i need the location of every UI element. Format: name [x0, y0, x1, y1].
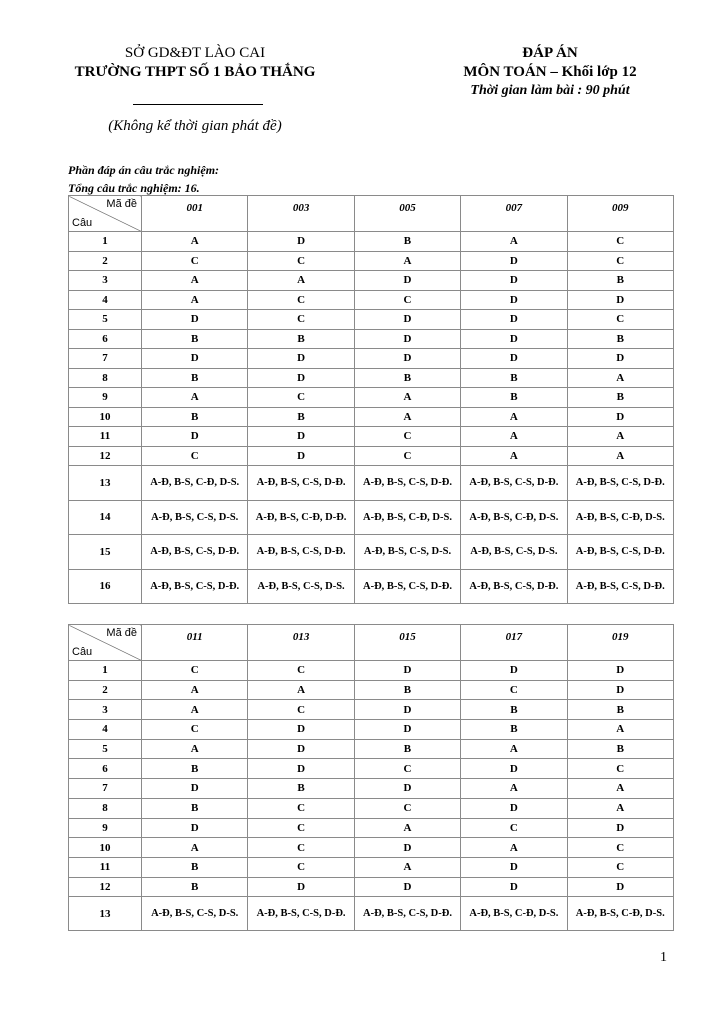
- answer-cell: C: [142, 251, 248, 271]
- question-number: 13: [69, 897, 142, 931]
- table-row: [69, 700, 674, 720]
- question-number: 16: [69, 569, 142, 604]
- answer-cell: C: [567, 232, 673, 252]
- answer-cell: D: [567, 680, 673, 700]
- answer-cell: D: [461, 251, 567, 271]
- question-number: 13: [69, 466, 142, 501]
- question-number: 12: [69, 446, 142, 466]
- answer-cell: A: [461, 446, 567, 466]
- answer-cell: A-Đ, B-S, C-Đ, D-S.: [354, 500, 460, 535]
- answer-cell: B: [142, 329, 248, 349]
- answer-cell: A: [567, 798, 673, 818]
- question-number: 10: [69, 838, 142, 858]
- answer-cell: D: [461, 857, 567, 877]
- answer-cell: A-Đ, B-S, C-Đ, D-S.: [461, 897, 567, 931]
- answer-cell: A-Đ, B-S, C-S, D-S.: [248, 569, 354, 604]
- answer-cell: B: [461, 700, 567, 720]
- exam-code-header: 001: [142, 196, 248, 232]
- answer-cell: D: [461, 759, 567, 779]
- answer-cell: A-Đ, B-S, C-S, D-Đ.: [248, 466, 354, 501]
- answer-cell: A: [354, 818, 460, 838]
- answer-cell: B: [142, 407, 248, 427]
- answer-cell: A: [354, 857, 460, 877]
- exam-code-header: 003: [248, 196, 354, 232]
- answer-cell: B: [142, 759, 248, 779]
- answer-cell: A: [354, 388, 460, 408]
- table-row: [69, 271, 674, 291]
- answer-cell: B: [142, 877, 248, 897]
- header-corner-cell: [69, 625, 142, 661]
- table-row: [69, 427, 674, 447]
- question-number: 1: [69, 661, 142, 681]
- question-number: 6: [69, 759, 142, 779]
- exam-code-header: 017: [461, 625, 567, 661]
- answer-cell: A: [567, 779, 673, 799]
- table-row: [69, 290, 674, 310]
- exam-code-header: 009: [567, 196, 673, 232]
- table-row: [69, 535, 674, 570]
- answer-cell: B: [142, 857, 248, 877]
- question-number: 11: [69, 857, 142, 877]
- table-row: [69, 661, 674, 681]
- department-name: SỞ GD&ĐT LÀO CAI: [124, 45, 266, 61]
- answer-cell: D: [567, 290, 673, 310]
- answer-cell: B: [354, 368, 460, 388]
- code-label: Mã đề: [106, 627, 137, 639]
- table-row: [69, 407, 674, 427]
- answer-cell: A: [142, 271, 248, 291]
- answer-cell: A: [461, 232, 567, 252]
- answer-cell: A-Đ, B-S, C-Đ, D-S.: [567, 897, 673, 931]
- answer-cell: C: [248, 661, 354, 681]
- answer-cell: B: [567, 388, 673, 408]
- answer-cell: D: [461, 661, 567, 681]
- table-row: [69, 500, 674, 535]
- table-row: [69, 251, 674, 271]
- answer-cell: D: [142, 818, 248, 838]
- code-label: Mã đề: [106, 198, 137, 210]
- table-row: [69, 680, 674, 700]
- answer-cell: A-Đ, B-S, C-S, D-S.: [354, 535, 460, 570]
- time-note: (Không kể thời gian phát đề): [108, 118, 282, 134]
- answer-cell: D: [248, 349, 354, 369]
- question-number: 2: [69, 251, 142, 271]
- answer-cell: A-Đ, B-S, C-S, D-Đ.: [567, 569, 673, 604]
- answer-cell: C: [248, 290, 354, 310]
- answer-cell: C: [142, 720, 248, 740]
- answer-cell: A: [142, 388, 248, 408]
- answer-cell: D: [248, 720, 354, 740]
- answer-cell: B: [461, 368, 567, 388]
- answer-table-1: [68, 195, 674, 604]
- table-row: [69, 329, 674, 349]
- answer-cell: A: [142, 838, 248, 858]
- answer-cell: A: [567, 446, 673, 466]
- table-row: [69, 232, 674, 252]
- answer-cell: D: [461, 310, 567, 330]
- answer-cell: C: [248, 838, 354, 858]
- table-row: [69, 720, 674, 740]
- answer-cell: C: [567, 838, 673, 858]
- answer-cell: D: [142, 349, 248, 369]
- question-number: 3: [69, 700, 142, 720]
- answer-cell: A-Đ, B-S, C-S, D-Đ.: [142, 535, 248, 570]
- answer-cell: C: [142, 661, 248, 681]
- answer-cell: D: [567, 661, 673, 681]
- answer-cell: C: [354, 798, 460, 818]
- answer-cell: C: [248, 818, 354, 838]
- answer-cell: B: [142, 798, 248, 818]
- answer-cell: B: [461, 388, 567, 408]
- answer-cell: C: [354, 427, 460, 447]
- answer-cell: D: [142, 779, 248, 799]
- answer-cell: A: [248, 680, 354, 700]
- question-label: Câu: [72, 217, 93, 229]
- answer-cell: A: [567, 368, 673, 388]
- header-corner-cell: [69, 196, 142, 232]
- answer-cell: A-Đ, B-S, C-S, D-S.: [142, 897, 248, 931]
- answer-cell: D: [248, 759, 354, 779]
- answer-cell: A-Đ, B-S, C-S, D-Đ.: [354, 897, 460, 931]
- answer-cell: D: [461, 349, 567, 369]
- answer-cell: D: [248, 877, 354, 897]
- answer-cell: A-Đ, B-S, C-Đ, D-Đ.: [248, 500, 354, 535]
- exam-time: Thời gian làm bài : 90 phút: [470, 83, 630, 98]
- table-row: [69, 368, 674, 388]
- answer-cell: A-Đ, B-S, C-S, D-Đ.: [248, 897, 354, 931]
- answer-cell: A: [142, 232, 248, 252]
- answer-cell: C: [354, 446, 460, 466]
- answer-cell: C: [567, 310, 673, 330]
- table-row: [69, 349, 674, 369]
- page-number: 1: [660, 950, 667, 965]
- header-left: [60, 44, 330, 82]
- table-row: [69, 310, 674, 330]
- question-number: 14: [69, 500, 142, 535]
- answer-cell: D: [567, 877, 673, 897]
- table-row: [69, 569, 674, 604]
- answer-cell: C: [567, 251, 673, 271]
- answer-cell: A: [461, 407, 567, 427]
- answer-cell: A-Đ, B-S, C-Đ, D-S.: [567, 500, 673, 535]
- answer-cell: C: [248, 700, 354, 720]
- school-name: TRƯỜNG THPT SỐ 1 BẢO THẮNG: [74, 64, 316, 80]
- question-number: 12: [69, 877, 142, 897]
- table-row: [69, 798, 674, 818]
- answer-cell: A: [461, 779, 567, 799]
- answer-cell: B: [567, 700, 673, 720]
- answer-cell: B: [461, 720, 567, 740]
- table-row: [69, 877, 674, 897]
- answer-cell: C: [142, 446, 248, 466]
- document-title: ĐÁP ÁN: [522, 45, 578, 61]
- answer-cell: A: [461, 739, 567, 759]
- answer-cell: A-Đ, B-S, C-S, D-Đ.: [567, 535, 673, 570]
- exam-code-header: 005: [354, 196, 460, 232]
- answer-cell: C: [567, 759, 673, 779]
- answer-cell: D: [354, 720, 460, 740]
- answer-cell: D: [248, 232, 354, 252]
- answer-cell: D: [354, 271, 460, 291]
- answer-cell: D: [461, 271, 567, 291]
- answer-cell: C: [354, 290, 460, 310]
- answer-cell: C: [248, 388, 354, 408]
- question-number: 8: [69, 368, 142, 388]
- table-row: [69, 897, 674, 931]
- exam-code-header: 007: [461, 196, 567, 232]
- answer-cell: D: [354, 661, 460, 681]
- question-number: 7: [69, 349, 142, 369]
- answer-cell: D: [248, 446, 354, 466]
- answer-cell: D: [567, 349, 673, 369]
- answer-cell: A: [354, 251, 460, 271]
- answer-cell: A-Đ, B-S, C-S, D-S.: [142, 500, 248, 535]
- question-number: 1: [69, 232, 142, 252]
- table-row: [69, 739, 674, 759]
- table-row: [69, 446, 674, 466]
- answer-cell: B: [354, 232, 460, 252]
- answer-cell: B: [248, 779, 354, 799]
- answer-cell: C: [248, 310, 354, 330]
- table-row: [69, 759, 674, 779]
- answer-cell: A: [461, 838, 567, 858]
- answer-cell: A-Đ, B-S, C-S, D-Đ.: [248, 535, 354, 570]
- exam-code-header: 015: [354, 625, 460, 661]
- question-number: 6: [69, 329, 142, 349]
- answer-cell: D: [248, 739, 354, 759]
- answer-cell: B: [567, 271, 673, 291]
- answer-cell: D: [354, 310, 460, 330]
- answer-cell: B: [354, 739, 460, 759]
- answer-cell: D: [461, 798, 567, 818]
- question-number: 8: [69, 798, 142, 818]
- answer-cell: B: [567, 739, 673, 759]
- answer-cell: D: [354, 838, 460, 858]
- answer-cell: B: [354, 680, 460, 700]
- answer-cell: B: [142, 368, 248, 388]
- question-number: 9: [69, 818, 142, 838]
- question-number: 9: [69, 388, 142, 408]
- answer-cell: A: [142, 739, 248, 759]
- answer-cell: D: [248, 368, 354, 388]
- answer-cell: A: [354, 407, 460, 427]
- answer-cell: D: [354, 779, 460, 799]
- table-row: [69, 466, 674, 501]
- question-number: 5: [69, 739, 142, 759]
- answer-table-2: [68, 624, 674, 931]
- answer-cell: D: [354, 877, 460, 897]
- table-row: [69, 779, 674, 799]
- answer-cell: A-Đ, B-S, C-Đ, D-S.: [461, 500, 567, 535]
- exam-code-header: 019: [567, 625, 673, 661]
- question-number: 15: [69, 535, 142, 570]
- question-number: 3: [69, 271, 142, 291]
- table-row: [69, 388, 674, 408]
- question-number: 11: [69, 427, 142, 447]
- answer-cell: C: [461, 818, 567, 838]
- answer-cell: A: [142, 700, 248, 720]
- answer-cell: A-Đ, B-S, C-S, D-Đ.: [461, 466, 567, 501]
- answer-cell: A-Đ, B-S, C-S, D-Đ.: [461, 569, 567, 604]
- answer-cell: C: [248, 798, 354, 818]
- table-row: [69, 838, 674, 858]
- question-number: 4: [69, 720, 142, 740]
- total-questions: Tổng câu trắc nghiệm: 16.: [68, 181, 200, 195]
- answer-cell: D: [354, 329, 460, 349]
- answer-cell: D: [354, 349, 460, 369]
- answer-cell: A-Đ, B-S, C-S, D-Đ.: [354, 569, 460, 604]
- answer-cell: D: [142, 310, 248, 330]
- question-number: 5: [69, 310, 142, 330]
- question-number: 7: [69, 779, 142, 799]
- table-row: [69, 818, 674, 838]
- table-header-row: [69, 625, 674, 661]
- answer-cell: D: [567, 818, 673, 838]
- section-title: Phần đáp án câu trắc nghiệm:: [68, 163, 220, 177]
- answer-cell: C: [567, 857, 673, 877]
- answer-cell: A: [567, 427, 673, 447]
- answer-cell: A-Đ, B-S, C-S, D-S.: [461, 535, 567, 570]
- subject-line: MÔN TOÁN – Khối lớp 12: [463, 64, 637, 80]
- answer-cell: B: [248, 407, 354, 427]
- answer-cell: A: [142, 680, 248, 700]
- answer-cell: D: [567, 407, 673, 427]
- answer-cell: B: [248, 329, 354, 349]
- answer-cell: A-Đ, B-S, C-Đ, D-S.: [142, 466, 248, 501]
- table-header-row: [69, 196, 674, 232]
- question-label: Câu: [72, 646, 93, 658]
- answer-cell: D: [461, 877, 567, 897]
- answer-cell: A-Đ, B-S, C-S, D-Đ.: [354, 466, 460, 501]
- answer-cell: A-Đ, B-S, C-S, D-Đ.: [567, 466, 673, 501]
- answer-cell: D: [461, 290, 567, 310]
- answer-cell: D: [142, 427, 248, 447]
- answer-cell: A: [461, 427, 567, 447]
- table-row: [69, 857, 674, 877]
- answer-cell: A: [248, 271, 354, 291]
- question-number: 2: [69, 680, 142, 700]
- answer-cell: A: [567, 720, 673, 740]
- answer-cell: B: [567, 329, 673, 349]
- answer-cell: A-Đ, B-S, C-S, D-Đ.: [142, 569, 248, 604]
- question-number: 10: [69, 407, 142, 427]
- exam-code-header: 013: [248, 625, 354, 661]
- exam-code-header: 011: [142, 625, 248, 661]
- answer-cell: A: [142, 290, 248, 310]
- answer-cell: C: [461, 680, 567, 700]
- answer-cell: D: [461, 329, 567, 349]
- answer-cell: C: [354, 759, 460, 779]
- header-right: [450, 44, 650, 100]
- header-divider: [133, 104, 263, 105]
- question-number: 4: [69, 290, 142, 310]
- answer-cell: C: [248, 857, 354, 877]
- answer-cell: D: [354, 700, 460, 720]
- answer-cell: C: [248, 251, 354, 271]
- answer-cell: D: [248, 427, 354, 447]
